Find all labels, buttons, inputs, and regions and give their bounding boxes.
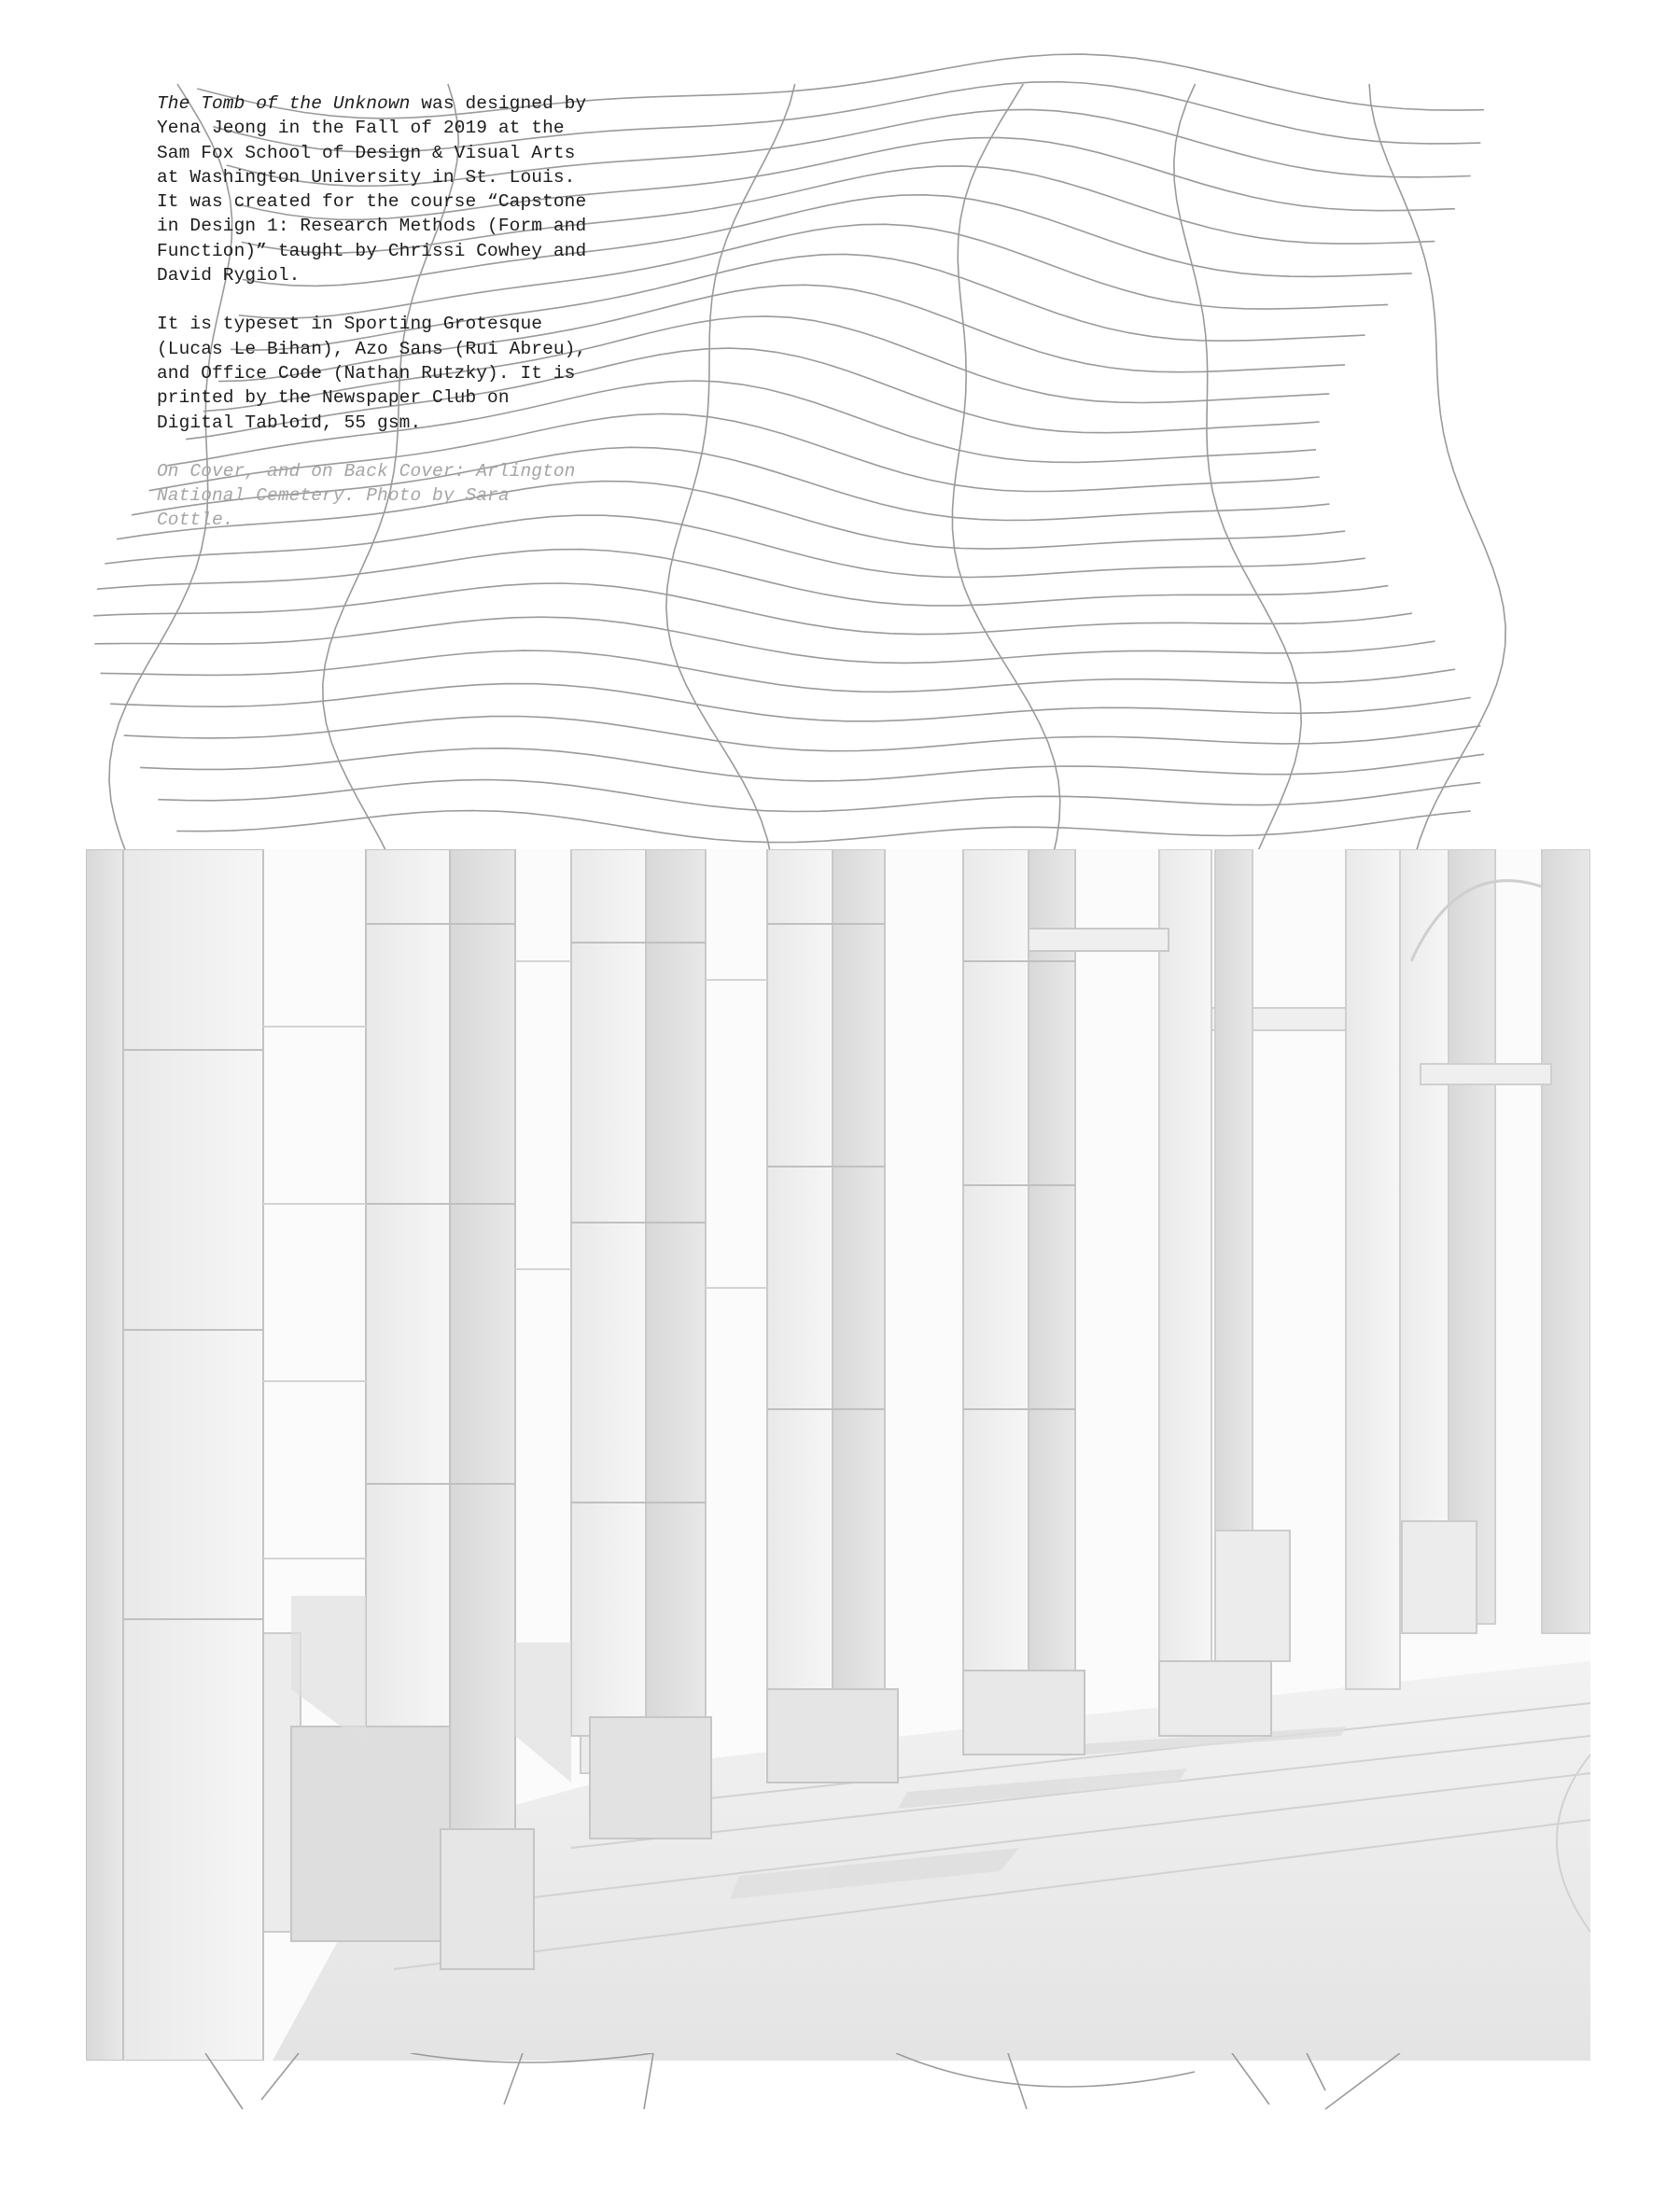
- grid-row-line: [176, 811, 1470, 843]
- grid-row-line: [97, 550, 1389, 606]
- colophon-paragraph-2: It is typeset in Sporting Grotesque (Lucas Le Bihan), Azo Sans (Rui Abreu), and Office Code (Nathan Rutzky). It is printed by the Newspaper Club on Digital Tabloid, 55 gsm.: [157, 314, 587, 433]
- grid-fragment-line: [1307, 2053, 1325, 2090]
- colophon: [157, 91, 595, 557]
- grid-fragment-line: [205, 2053, 243, 2109]
- grid-fragment-line: [1232, 2053, 1269, 2104]
- grid-row-line: [140, 748, 1484, 781]
- grid-column-line: [1369, 84, 1505, 859]
- grid-row-line: [110, 684, 1471, 721]
- grid-row-line: [124, 717, 1481, 751]
- grid-column-line: [953, 84, 1060, 859]
- colonnade-illustration: [86, 849, 1590, 2061]
- wavy-grid-fragments: [0, 2053, 1680, 2156]
- grid-row-line: [101, 650, 1456, 692]
- grid-fragment-line: [896, 2053, 1195, 2087]
- colonnade-photo: [86, 849, 1590, 2061]
- colophon-paragraph-1: [157, 91, 595, 287]
- grid-fragment-line: [504, 2053, 523, 2104]
- grid-fragment-line: [1325, 2053, 1400, 2109]
- grid-fragment-line: [411, 2053, 653, 2062]
- grid-fragment-line: [1008, 2053, 1027, 2109]
- grid-fragment-line: [261, 2053, 299, 2100]
- photo-credit: On Cover, and on Back Cover: Arlington National Cemetery. Photo by Sara Cottle.: [157, 460, 576, 531]
- colophon-paragraph-1-text: was designed by Yena Jeong in the Fall of 2019 at the Sam Fox School of Design & Visual Arts at Washington University in St. Louis. It was created for the course “Capstone in Design 1: Research Methods (Form and Function)” taught by Chrissi Cowhey and David Rygiol.: [157, 93, 587, 287]
- publication-title: The Tomb of the Unknown: [157, 93, 411, 114]
- grid-fragment-line: [644, 2053, 653, 2109]
- grid-row-line: [93, 583, 1412, 635]
